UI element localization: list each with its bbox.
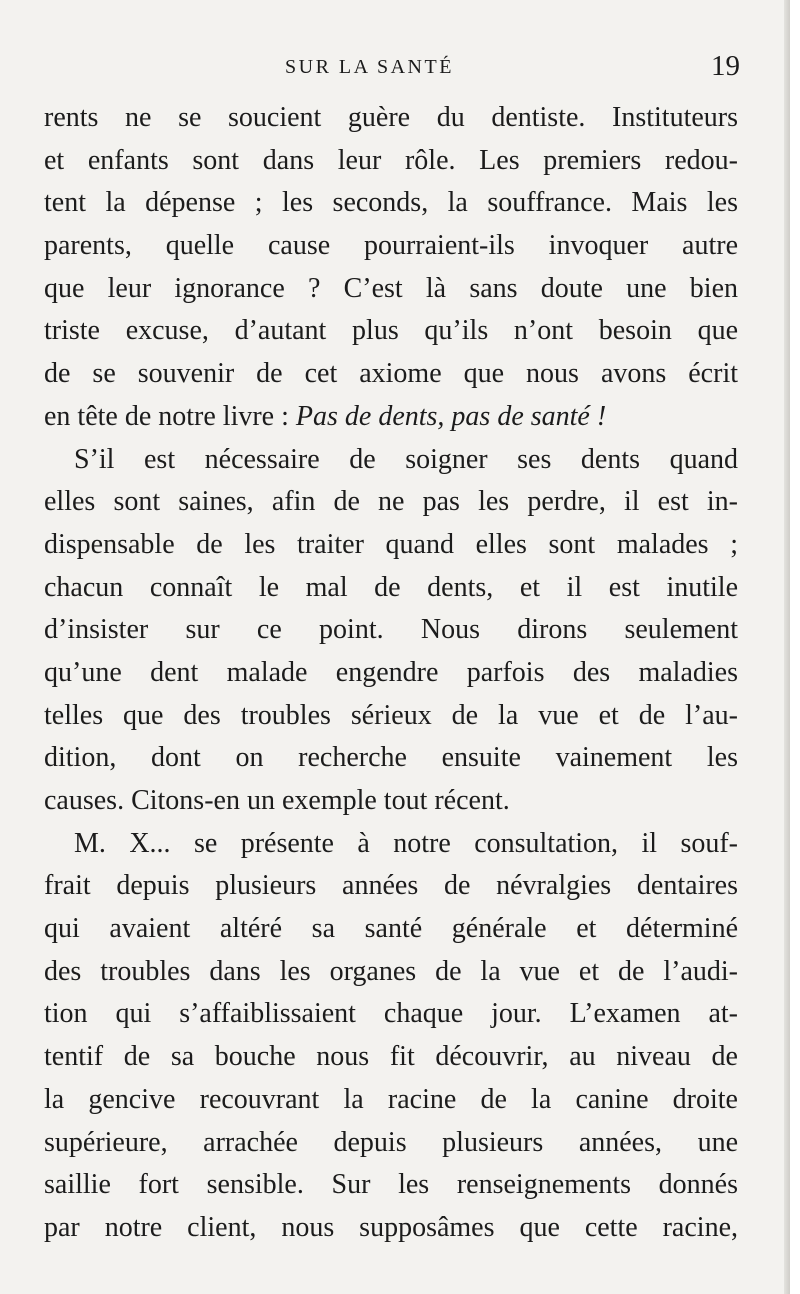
text-line: qu’une dent malade engendre parfois des maladies: [44, 656, 738, 688]
text-line: elles sont saines, afin de ne pas les perdre, il est in-: [44, 486, 738, 518]
text-line: et enfants sont dans leur rôle. Les premiers redou-: [44, 144, 738, 176]
running-head: [40, 50, 740, 90]
paragraph-start: M. X... se présente à notre consultation, il souf-: [74, 827, 738, 859]
text-line: la gencive recouvrant la racine de la canine droite: [44, 1083, 738, 1115]
page-number: 19: [711, 50, 740, 82]
motto: Pas de dents, pas de santé !: [295, 400, 607, 432]
text-line: parents, quelle cause pourraient-ils invoquer autre: [44, 230, 738, 262]
text-line: tion qui s’affaiblissaient chaque jour. L’examen at-: [44, 998, 738, 1030]
text-line: d’insister sur ce point. Nous dirons seulement: [44, 614, 738, 646]
text-line: par notre client, nous supposâmes que cette racine,: [44, 1211, 738, 1243]
text-line-with-motto: [44, 396, 738, 439]
text-line: supérieure, arrachée depuis plusieurs années, une: [44, 1126, 738, 1158]
body-text: [44, 97, 738, 1250]
paragraph-end: causes. Citons-en un exemple tout récent.: [44, 785, 510, 816]
text-line: des troubles dans les organes de la vue et de l’audi-: [44, 955, 738, 987]
text-line: dition, dont on recherche ensuite vainement les: [44, 742, 738, 774]
text-line: frait depuis plusieurs années de névralgies dentaires: [44, 870, 738, 902]
text-line: en tête de notre livre :: [44, 400, 289, 432]
text-line: triste excuse, d’autant plus qu’ils n’ont besoin que: [44, 315, 738, 347]
text-line: saillie fort sensible. Sur les renseignements donnés: [44, 1169, 738, 1201]
paragraph-start: S’il est nécessaire de soigner ses dents quand: [74, 443, 738, 475]
text-line: chacun connaît le mal de dents, et il est inutile: [44, 571, 738, 603]
text-line: que leur ignorance ? C’est là sans doute une bien: [44, 272, 738, 304]
text-line: de se souvenir de cet axiome que nous avons écrit: [44, 358, 738, 390]
text-line: tentif de sa bouche nous fit découvrir, au niveau de: [44, 1041, 738, 1073]
text-line: rents ne se soucient guère du dentiste. Instituteurs: [44, 102, 738, 133]
text-line: qui avaient altéré sa santé générale et déterminé: [44, 913, 738, 945]
running-title: SUR LA SANTÉ: [285, 56, 454, 78]
text-line: telles que des troubles sérieux de la vue et de l’au-: [44, 699, 738, 731]
text-line: dispensable de les traiter quand elles sont malades ;: [44, 528, 738, 560]
text-line: tent la dépense ; les seconds, la souffrance. Mais les: [44, 187, 738, 219]
